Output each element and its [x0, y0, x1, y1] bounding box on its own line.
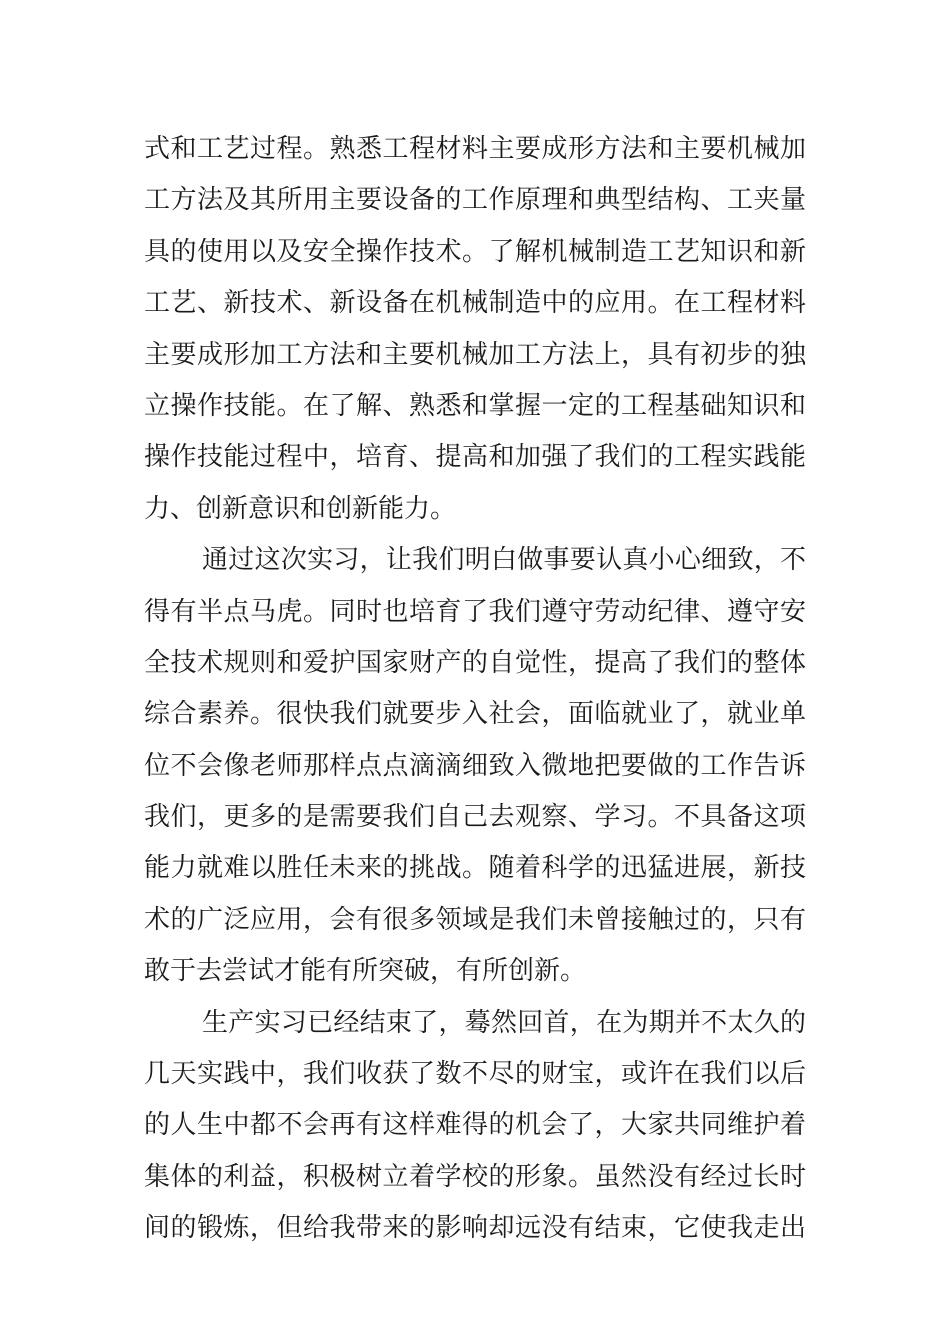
paragraph-3 [144, 998, 806, 1255]
paragraph-line: 集体的利益，积极树立着学校的形象。虽然没有经过长时 [144, 1161, 806, 1192]
paragraph-line: 式和工艺过程。熟悉工程材料主要成形方法和主要机械加 [144, 134, 806, 164]
paragraph-line: 我们，更多的是需要我们自己去观察、学习。不具备这项 [144, 802, 806, 833]
paragraph-line: 生产实习已经结束了，蓦然回首，在为期并不太久的 [202, 1007, 806, 1038]
paragraph-2 [144, 535, 806, 998]
paragraph-1 [144, 124, 806, 535]
paragraph-line: 的人生中都不会再有这样难得的机会了，大家共同维护着 [144, 1110, 806, 1141]
paragraph-line: 综合素养。很快我们就要步入社会，面临就业了，就业单 [144, 699, 806, 730]
paragraph-line: 工方法及其所用主要设备的工作原理和典型结构、工夹量 [144, 185, 806, 216]
paragraph-line: 位不会像老师那样点点滴滴细致入微地把要做的工作告诉 [144, 750, 806, 781]
paragraph-line: 通过这次实习，让我们明白做事要认真小心细致，不 [202, 545, 806, 576]
paragraph-line: 全技术规则和爱护国家财产的自觉性，提高了我们的整体 [144, 647, 806, 678]
document-body [144, 124, 806, 1255]
paragraph-line: 操作技能过程中，培育、提高和加强了我们的工程实践能 [144, 442, 806, 473]
paragraph-line: 敢于去尝试才能有所突破，有所创新。 [144, 956, 587, 987]
paragraph-line: 术的广泛应用，会有很多领域是我们未曾接触过的，只有 [144, 904, 806, 935]
paragraph-line: 工艺、新技术、新设备在机械制造中的应用。在工程材料 [144, 288, 806, 319]
paragraph-line: 几天实践中，我们收获了数不尽的财宝，或许在我们以后 [144, 1059, 806, 1090]
paragraph-line: 立操作技能。在了解、熟悉和掌握一定的工程基础知识和 [144, 390, 806, 421]
paragraph-line: 得有半点马虎。同时也培育了我们遵守劳动纪律、遵守安 [144, 596, 806, 627]
paragraph-line: 主要成形加工方法和主要机械加工方法上，具有初步的独 [144, 339, 806, 370]
paragraph-line: 力、创新意识和创新能力。 [144, 493, 457, 524]
paragraph-line: 能力就难以胜任未来的挑战。随着科学的迅猛进展，新技 [144, 853, 806, 884]
paragraph-line: 间的锻炼，但给我带来的影响却远没有结束，它使我走出 [144, 1213, 806, 1244]
paragraph-line: 具的使用以及安全操作技术。了解机械制造工艺知识和新 [144, 236, 806, 267]
